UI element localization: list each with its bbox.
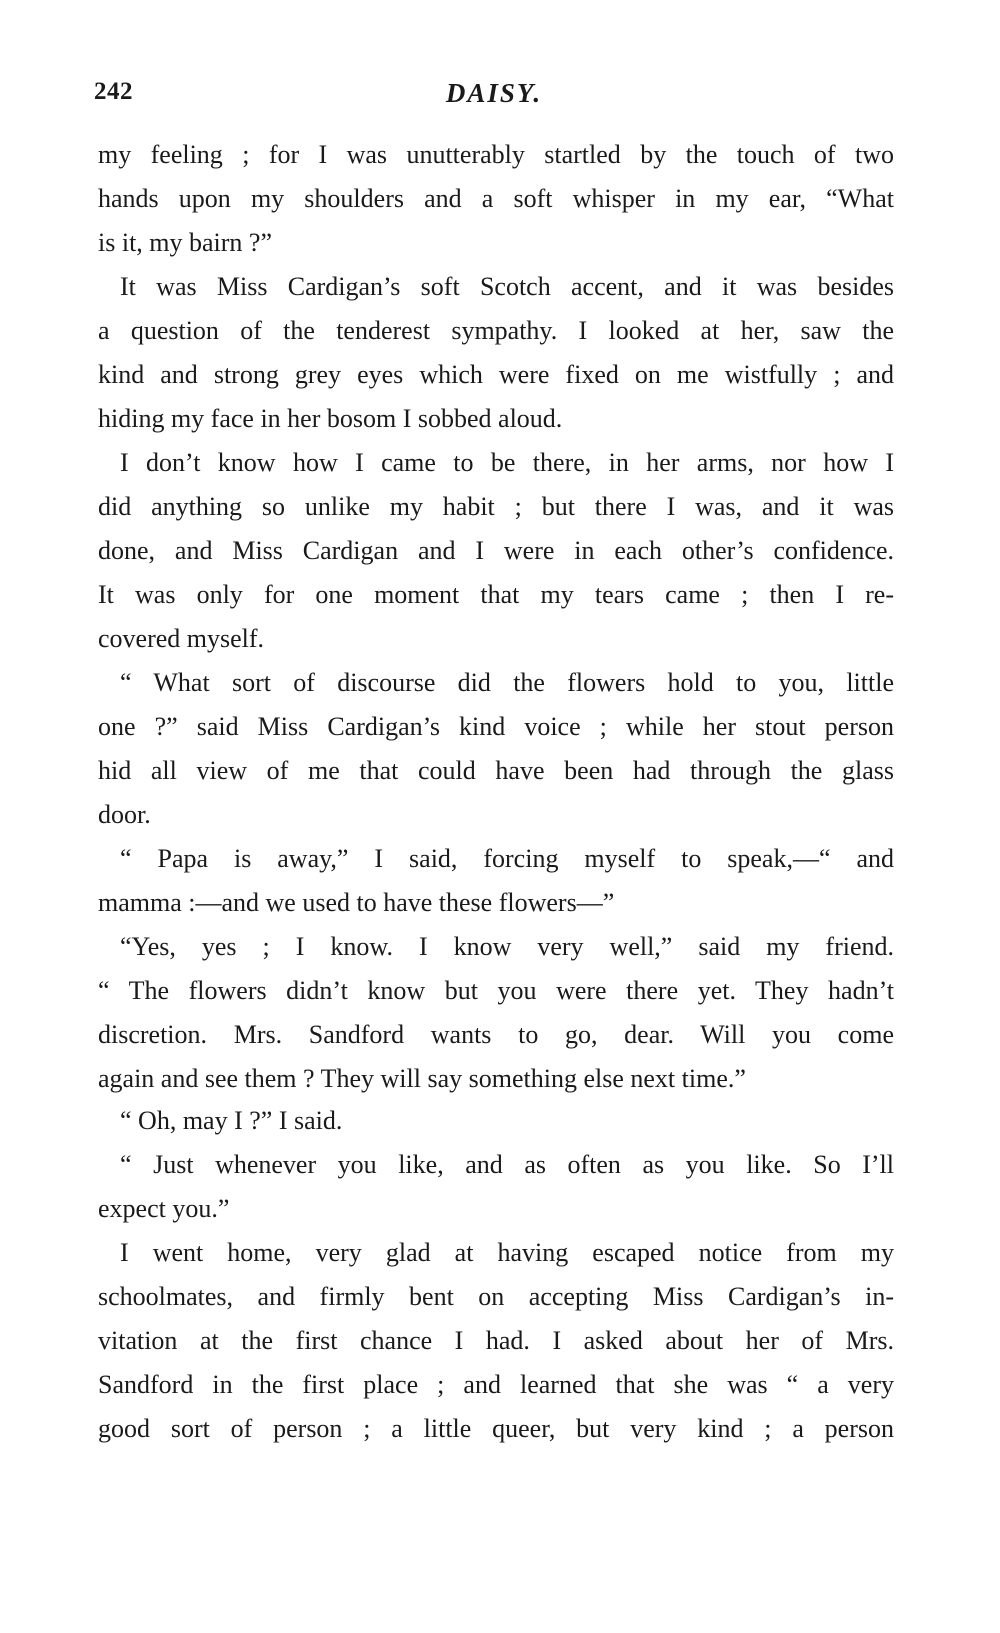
text-line: “ The flowers didn’t know but you were there yet. They hadn’t (98, 976, 894, 1005)
text-line: hands upon my shoulders and a soft whisper in my ear, “What (98, 184, 894, 213)
text-line: It was only for one moment that my tears came ; then I re- (98, 580, 894, 609)
running-title: DAISY. (445, 78, 543, 108)
text-line: expect you.” (98, 1194, 230, 1223)
text-line: did anything so unlike my habit ; but there I was, and it was (98, 492, 894, 521)
text-line: discretion. Mrs. Sandford wants to go, dear. Will you come (98, 1020, 894, 1049)
text-line: is it, my bairn ?” (98, 228, 273, 257)
text-line: a question of the tenderest sympathy. I looked at her, saw the (98, 316, 894, 345)
text-line: door. (98, 800, 151, 829)
text-line: “ Just whenever you like, and as often as you like. So I’ll (120, 1150, 894, 1179)
text-line: “ Papa is away,” I said, forcing myself to speak,—“ and (120, 844, 894, 873)
text-line: “ Oh, may I ?” I said. (120, 1106, 343, 1135)
text-line: I don’t know how I came to be there, in her arms, nor how I (120, 448, 894, 477)
text-line: It was Miss Cardigan’s soft Scotch accent, and it was besides (120, 272, 894, 301)
text-line: done, and Miss Cardigan and I were in each other’s confidence. (98, 536, 894, 565)
text-line: kind and strong grey eyes which were fixed on me wistfully ; and (98, 360, 894, 389)
text-line: “ What sort of discourse did the flowers hold to you, little (120, 668, 894, 697)
text-line: my feeling ; for I was unutterably startled by the touch of two (98, 140, 894, 169)
text-line: hiding my face in her bosom I sobbed aloud. (98, 404, 563, 433)
text-line: hid all view of me that could have been had through the glass (98, 756, 894, 785)
text-line: schoolmates, and firmly bent on accepting Miss Cardigan’s in- (98, 1282, 894, 1311)
text-line: vitation at the first chance I had. I asked about her of Mrs. (98, 1326, 894, 1355)
text-line: covered myself. (98, 624, 265, 653)
text-line: I went home, very glad at having escaped notice from my (120, 1238, 894, 1267)
text-line: mamma :—and we used to have these flowers—” (98, 888, 615, 917)
text-line: Sandford in the first place ; and learned that she was “ a very (98, 1370, 894, 1399)
page-header (94, 78, 894, 114)
text-line: again and see them ? They will say something else next time.” (98, 1064, 746, 1093)
text-line: “Yes, yes ; I know. I know very well,” said my friend. (120, 932, 894, 961)
text-line: good sort of person ; a little queer, but very kind ; a person (98, 1414, 894, 1443)
text-line: one ?” said Miss Cardigan’s kind voice ; while her stout person (98, 712, 894, 741)
page-number: 242 (94, 78, 133, 105)
